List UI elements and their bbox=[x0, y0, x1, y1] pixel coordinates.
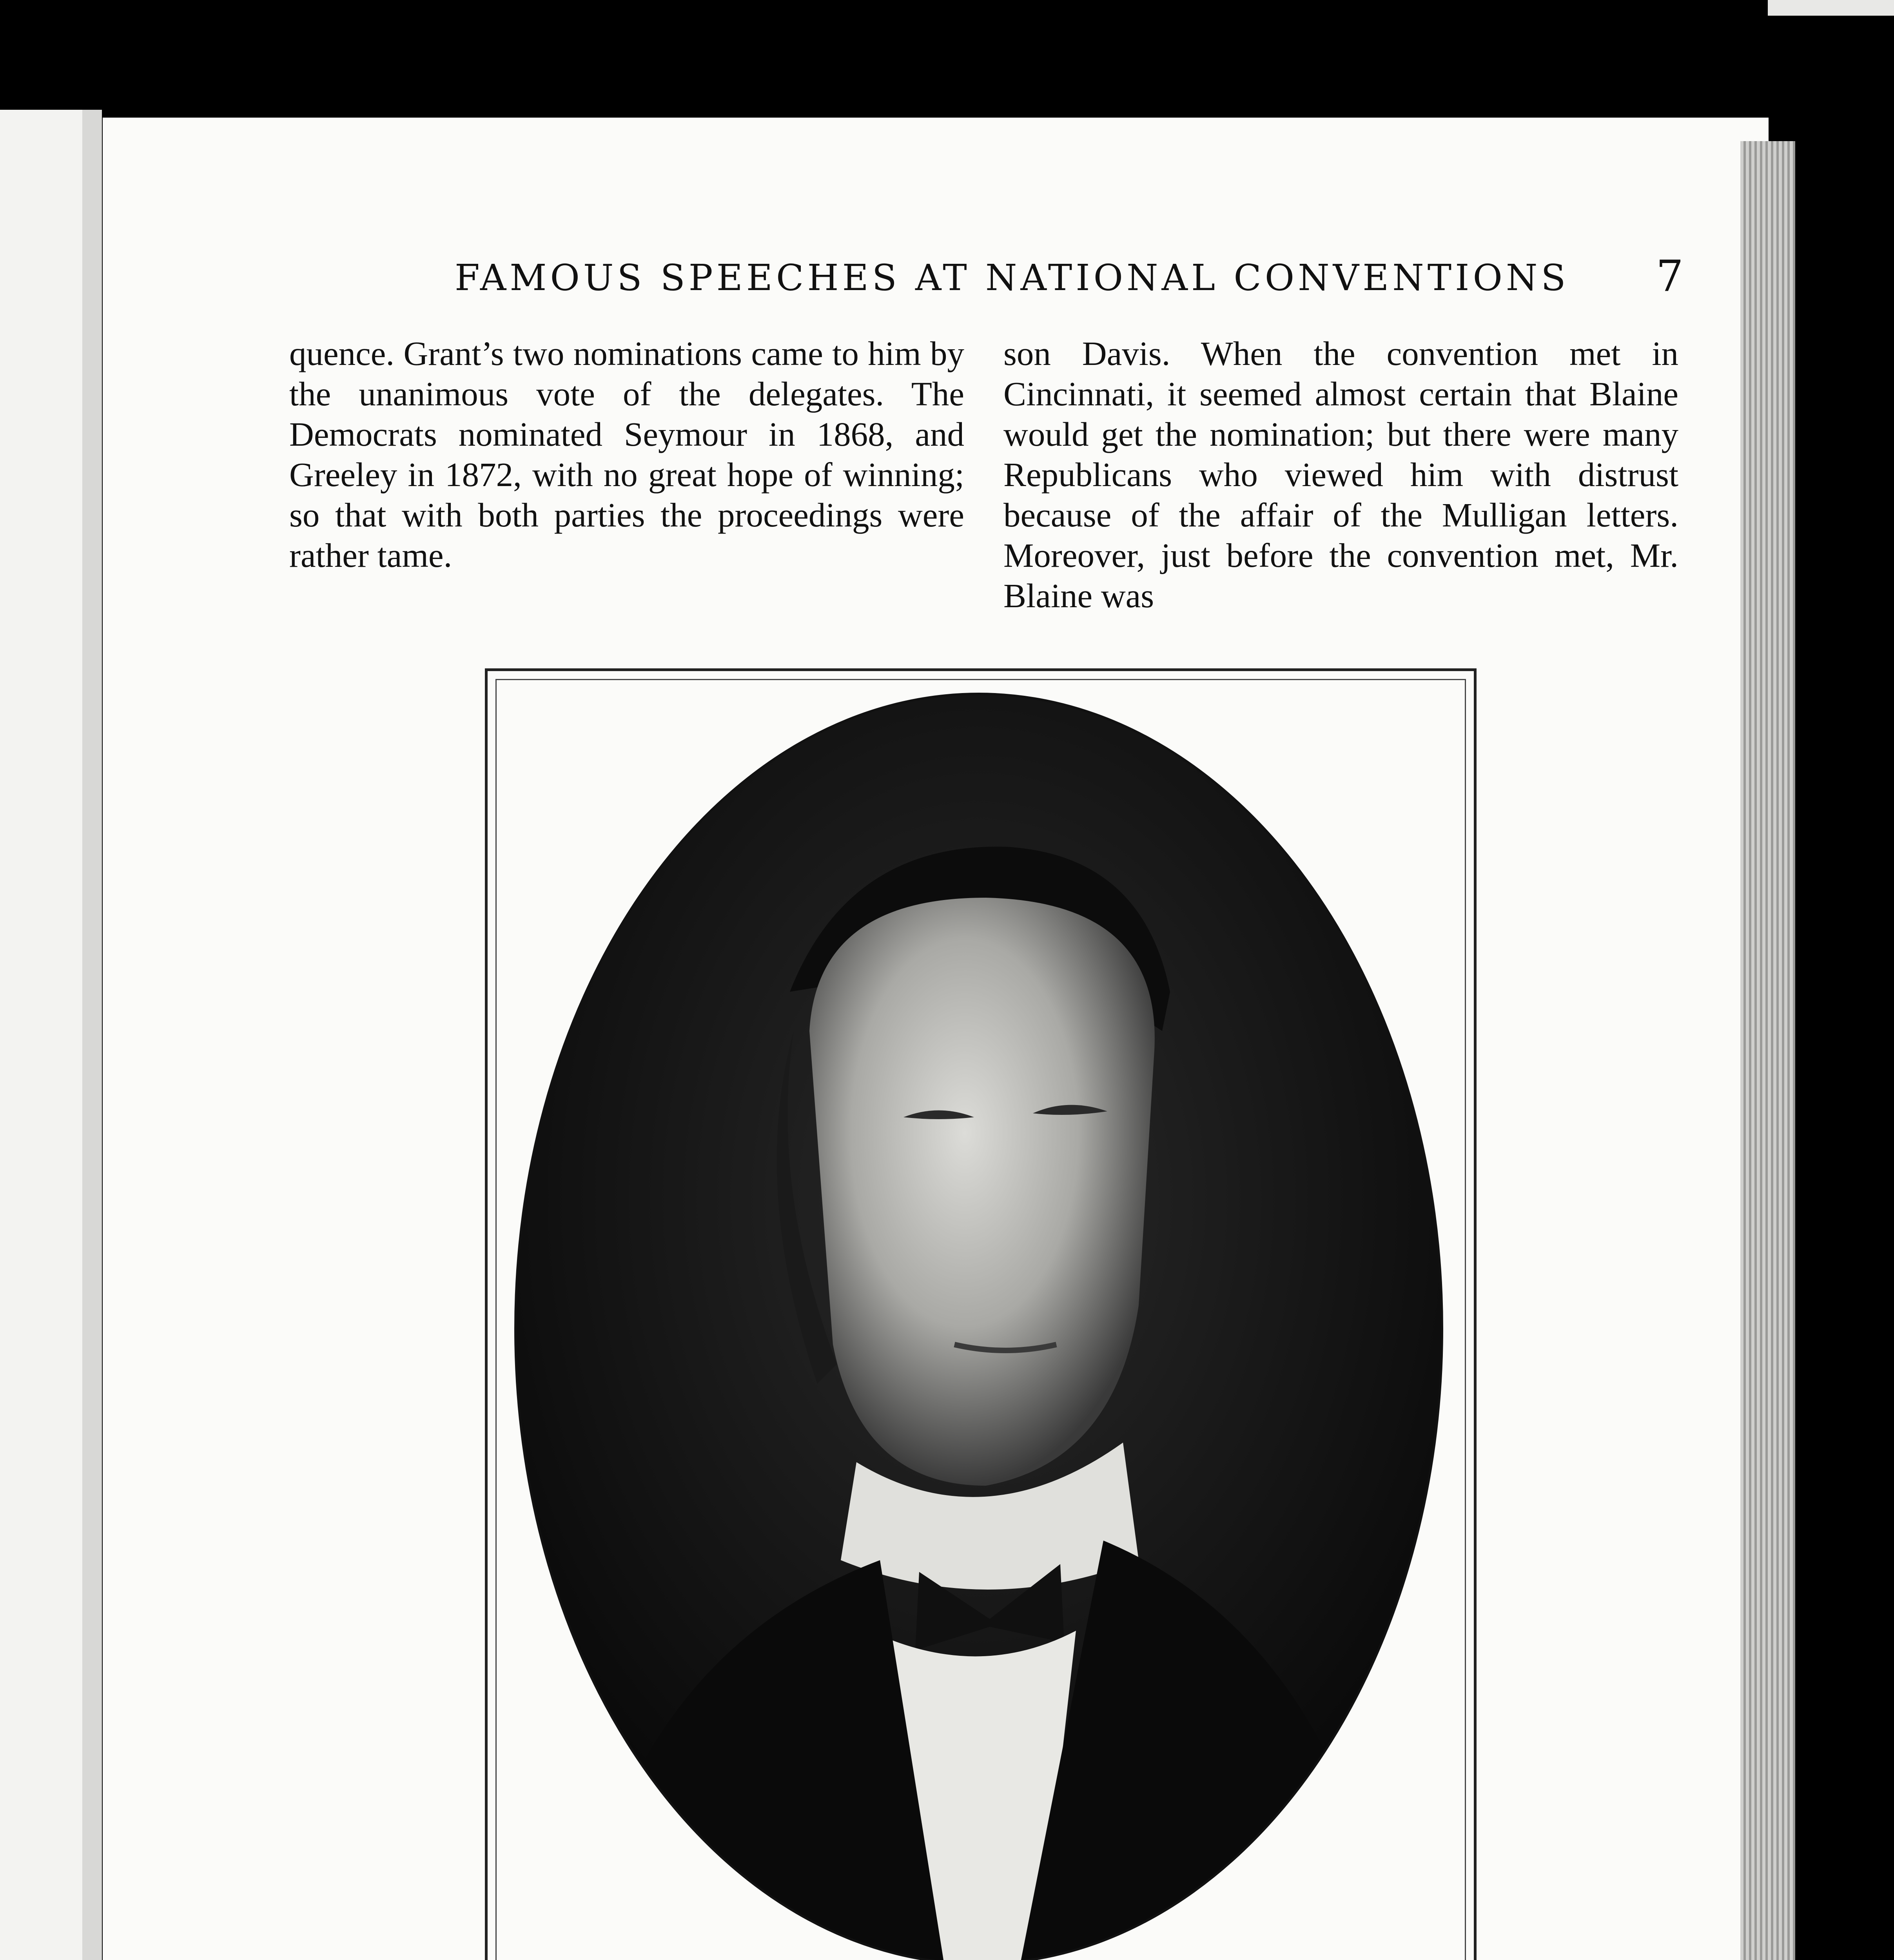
page-stack-edge bbox=[1740, 141, 1795, 1960]
face-shape bbox=[809, 898, 1155, 1486]
paragraph: son Davis. When the convention met in Cincinnati, it seemed almost certain that Blaine would get the nomination; but there were many Republicans who viewed him with distrust because of the affair of the Mulligan letters. Moreover, just before the convention met, Mr. Blaine was bbox=[1003, 334, 1678, 615]
portrait-oval bbox=[496, 678, 1462, 1960]
running-header: FAMOUS SPEECHES AT NATIONAL CONVENTIONS bbox=[455, 257, 1569, 299]
facing-page-edge bbox=[0, 110, 88, 1960]
portrait-photo bbox=[496, 678, 1462, 1960]
top-right-column bbox=[1003, 333, 1678, 616]
top-left-column bbox=[289, 333, 964, 575]
paragraph: quence. Grant’s two nominations came to him by the unanimous vote of the delegates. The Democrats nominated Seymour in 1868, and Greeley in 1872, with no great hope of winning; so that with both parties the proceedings were rather tame. bbox=[289, 334, 964, 574]
page-number: 7 bbox=[1656, 251, 1684, 301]
scan-top-edge bbox=[1768, 0, 1894, 16]
book-gutter bbox=[82, 110, 102, 1960]
